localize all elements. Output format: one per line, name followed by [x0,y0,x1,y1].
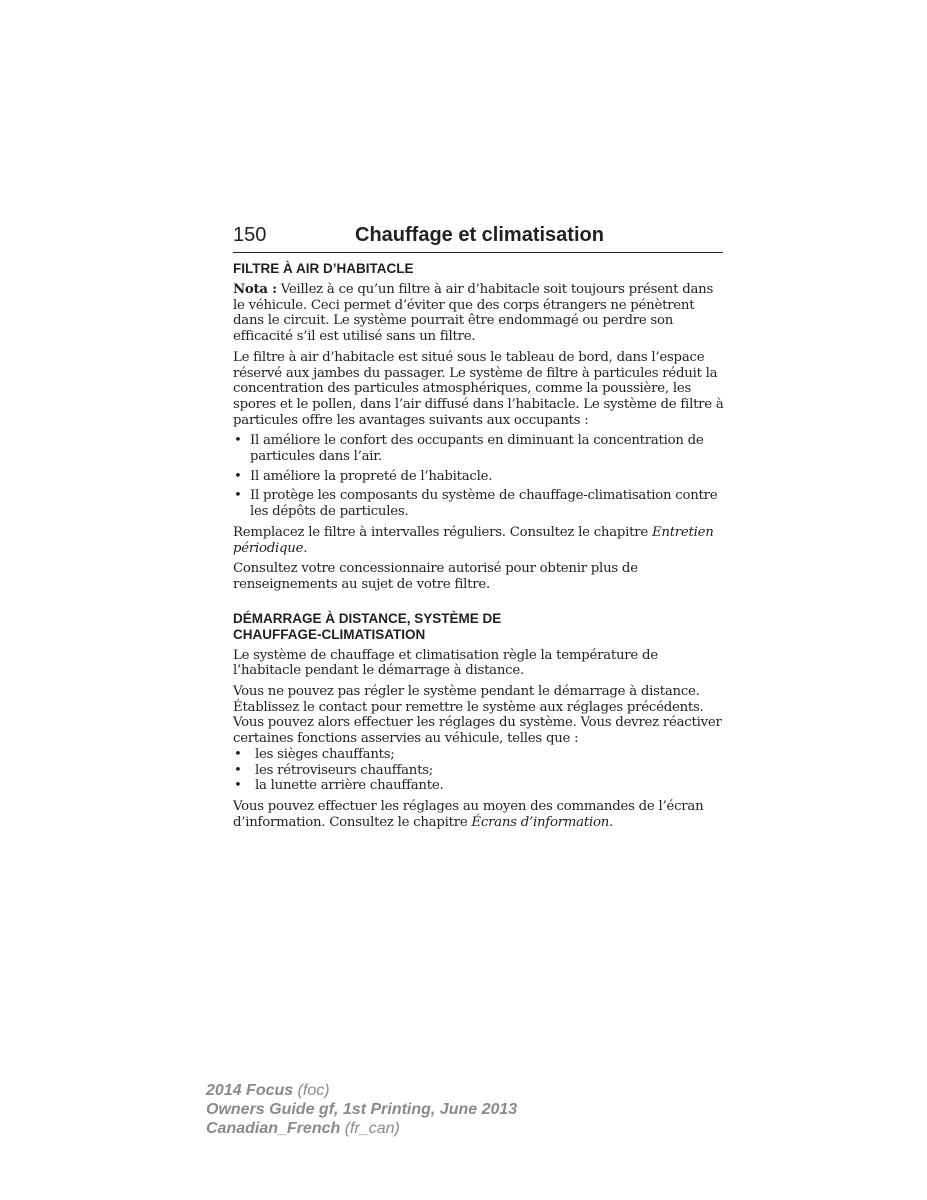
footer-language: Canadian_French [206,1120,341,1137]
list-item: • les sièges chauffants; [233,747,727,763]
dealer-paragraph: Consultez votre concessionnaire autorisé pour obtenir plus de renseignements au sujet de votre filtre. [233,561,638,592]
footer-line-model [206,1081,517,1100]
section-heading-remote-start: DÉMARRAGE À DISTANCE, SYSTÈME DE CHAUFFAGE-CLIMATISATION [233,610,502,642]
note-paragraph [233,282,727,345]
sentence-end: . [609,814,613,830]
list-item: • Il améliore la propreté de l’habitacle. [233,469,727,485]
remote-start-intro-paragraph: Le système de chauffage et climatisation règle la température de l’habitacle pendant le démarrage à distance. [233,647,658,679]
remote-start-settings-paragraph: Vous ne pouvez pas régler le système pendant le démarrage à distance. Établissez le contact pour remettre le système aux réglages précédents. Vous pouvez alors effectuer les réglages du système. Vous devrez réactiver certaines fonctions asservies au véhicule, telles que : [233,684,722,747]
info-display-text: Vous pouvez effectuer les réglages au moyen des commandes de l’écran d’information. Consultez le chapitre [233,798,704,830]
print-footer [206,1081,517,1138]
footer-model-code: (foc) [293,1082,330,1099]
section-heading-cabin-air-filter: FILTRE À AIR D’HABITACLE [233,261,414,276]
note-label: Nota : [233,282,277,297]
chapter-reference-link: Entretien périodique [233,524,714,556]
replace-filter-paragraph [233,525,727,556]
list-item: • Il protège les composants du système de chauffage-climatisation contre les dépôts de particules. [233,488,727,519]
footer-language-code: (fr_can) [340,1120,400,1137]
page-number: 150 [233,224,267,246]
footer-line-printing [206,1100,517,1119]
footer-line-language [206,1119,517,1138]
filter-location-paragraph: Le filtre à air d’habitacle est situé sous le tableau de bord, dans l’espace réservé aux jambes du passager. Le système de filtre à particules réduit la concentration des particules atmosphériques, comme la poussière, les spores et le pollen, dans l’air diffusé dans l’habitacle. Le système de filtre à particules offre les avantages suivants aux occupants : [233,349,724,428]
list-item: • les rétroviseurs chauffants; [233,763,727,779]
replace-filter-text: Remplacez le filtre à intervalles réguliers. Consultez le chapitre [233,524,652,540]
list-item: • Il améliore le confort des occupants en diminuant la concentration de particules dans l’air. [233,433,727,464]
info-display-paragraph [233,799,727,830]
page-content [233,261,727,835]
heated-features-list [233,747,727,794]
chapter-reference-link: Écrans d’information [471,814,610,830]
note-text: Veillez à ce qu’un filtre à air d’habitacle soit toujours présent dans le véhicule. Ceci permet d’éviter que des corps étrangers ne pénètrent dans le circuit. Le système pourrait être endommagé ou perdre son efficacité s’il est utilisé sans un filtre. [233,282,714,345]
sentence-end: . [303,540,308,556]
footer-model: 2014 Focus [206,1082,294,1099]
footer-printing: Owners Guide gf, 1st Printing, June 2013 [206,1101,518,1118]
list-item: • la lunette arrière chauffante. [233,778,727,794]
page-header [233,222,723,253]
chapter-title: Chauffage et climatisation [355,224,604,246]
filter-benefits-list [233,433,727,520]
